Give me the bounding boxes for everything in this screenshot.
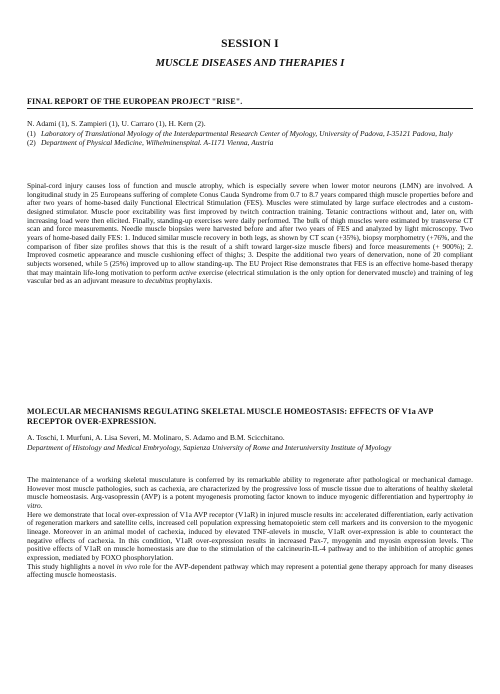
abstract-2-authors: A. Toschi, I. Murfuni, A. Lisa Severi, M. Molinaro, S. Adamo and B.M. Scicchitano. bbox=[27, 433, 285, 442]
body-text: . bbox=[40, 500, 43, 510]
affiliation-text: Laboratory of Translational Myology of the Interdepartmental Research Center of Myology, University of Padova, I-35121 Padova, Italy bbox=[41, 128, 453, 138]
session-subtitle: MUSCLE DISEASES AND THERAPIES I bbox=[155, 58, 345, 69]
abstract-2-title-block bbox=[27, 407, 473, 427]
abstract-1-authors: N. Adami (1), S. Zampieri (1), U. Carraro (1), H. Kern (2). bbox=[27, 119, 206, 128]
body-text: The maintenance of a working skeletal musculature is conferred by its remarkable ability to regenerate after pathological or mechanical damage. However most muscle pathologies, such as cachexia, are characterized by the progressive loss of muscle tissue due to alterations of healthy skeletal muscle homeostasis. Arg-vasopressin (AVP) is a potent myogenesis promoting factor known to induce myogenic differentiation and hypertrophy bbox=[27, 475, 473, 502]
abstract-1-authors-block bbox=[27, 119, 473, 147]
body-text: exercise (electrical stimulation is the only option for denervated muscle) and training of leg vascular bed as an adjuvant measure to bbox=[27, 267, 473, 286]
abstract-2-affiliation: Department of Histology and Medical Embryology, Sapienza University of Rome and Interuniversity Institute of Myology bbox=[27, 442, 392, 452]
body-italic-text: in vivo bbox=[116, 561, 137, 571]
session-title: SESSION I bbox=[221, 38, 279, 50]
abstract-2-paragraph bbox=[27, 476, 473, 511]
abstract-1-body bbox=[27, 182, 473, 286]
affiliation-number: (1) bbox=[27, 128, 36, 138]
abstract-2-authors-block bbox=[27, 433, 473, 452]
body-text: Spinal-cord injury causes loss of function and muscle atrophy, which is especially severe when lower motor neurons (LMN) are involved. A longitudinal study in 25 Europeans suffering of complete Conus Cauda Syndrome from 0.7 to 8.7 years compared thigh muscle properties before and after two years of home-based daily Functional Electrical Stimulation (FES). Muscles were stimulated by large surface electrodes and a custom-designed stimulator. Muscle poor excitability was first improved by twitch contraction training. Tetanic contractions without and, later on, with increasing load were then elicited. Finally, standing-up exercises were daily performed. The bulk of thigh muscles were estimated by transverse CT scan and force measurements. Needle muscle biopsies were harvested before and after two years of FES and analyzed by light microscopy. Two years of home-based daily FES: 1. Induced similar muscle recovery in both legs, as shown by CT scan (+35%), biopsy morphometry (+76%, and the comparison of fiber size profiles shows that this is the result of a shift toward larger-size muscle fibers) and force measurements (+ 900%); 2. Improved cosmetic appearance and muscle cushioning effect of thighs; 3. Despite the additional two years of denervation, none of 20 compliant subjects worsened, while 5 (25%) improved up to allow standing-up. The EU Project Rise demonstrates that FES is an effective home-based therapy that may maintain life-long motivation to perform bbox=[27, 181, 473, 277]
body-text: This study highlights a novel bbox=[27, 561, 117, 571]
affiliation-row bbox=[27, 129, 473, 138]
abstract-2-body bbox=[27, 476, 473, 580]
abstract-2-paragraph: Here we demonstrate that local over-expression of V1a AVP receptor (V1aR) in injured muscle results in: accelerated differentiation, early activation of regeneration markers and satellite cells, increased cell population expressing hematopoietic stem cell markers and its conversion to the myogenic lineage. Moreover in an animal model of cachexia, induced by elevated TNF-αlevels in muscle, V1aR over-expression is able to counteract the negative effects of cachexia. In this condition, V1aR over-expression results in increased Pax-7, myogenin and myosin expression levels. The positive effects of V1aR on muscle homeostasis are due to the stimulation of the calcineurin-IL-4 pathway and to the inhibition of atrophic genes expression, mediated by FOXO phosphorylation. bbox=[27, 509, 473, 562]
affiliation-row bbox=[27, 138, 473, 147]
abstract-1-paragraph bbox=[27, 182, 473, 286]
abstract-2-title: MOLECULAR MECHANISMS REGULATING SKELETAL MUSCLE HOMEOSTASIS: EFFECTS OF V1a AVP RECEPTOR OVER-EXPRESSION. bbox=[27, 407, 433, 426]
body-italic-text: active bbox=[178, 267, 197, 277]
abstract-1-title-block bbox=[27, 97, 473, 109]
affiliation-number: (2) bbox=[27, 137, 36, 147]
body-text: prophylaxis. bbox=[173, 276, 213, 286]
abstract-1-title: FINAL REPORT OF THE EUROPEAN PROJECT "RISE". bbox=[27, 97, 473, 109]
body-italic-text: decubitus bbox=[144, 276, 174, 286]
abstract-1-affiliations bbox=[27, 129, 473, 147]
affiliation-text: Department of Physical Medicine, Wilhelminenspital. A-1171 Vienna, Austria bbox=[41, 137, 274, 147]
body-text: role for the AVP-dependent pathway which may represent a potential gene therapy approach for many diseases affecting muscle homeostasis. bbox=[27, 561, 473, 580]
abstract-2-paragraph bbox=[27, 563, 473, 580]
body-italic-text: in vitro bbox=[27, 492, 473, 510]
